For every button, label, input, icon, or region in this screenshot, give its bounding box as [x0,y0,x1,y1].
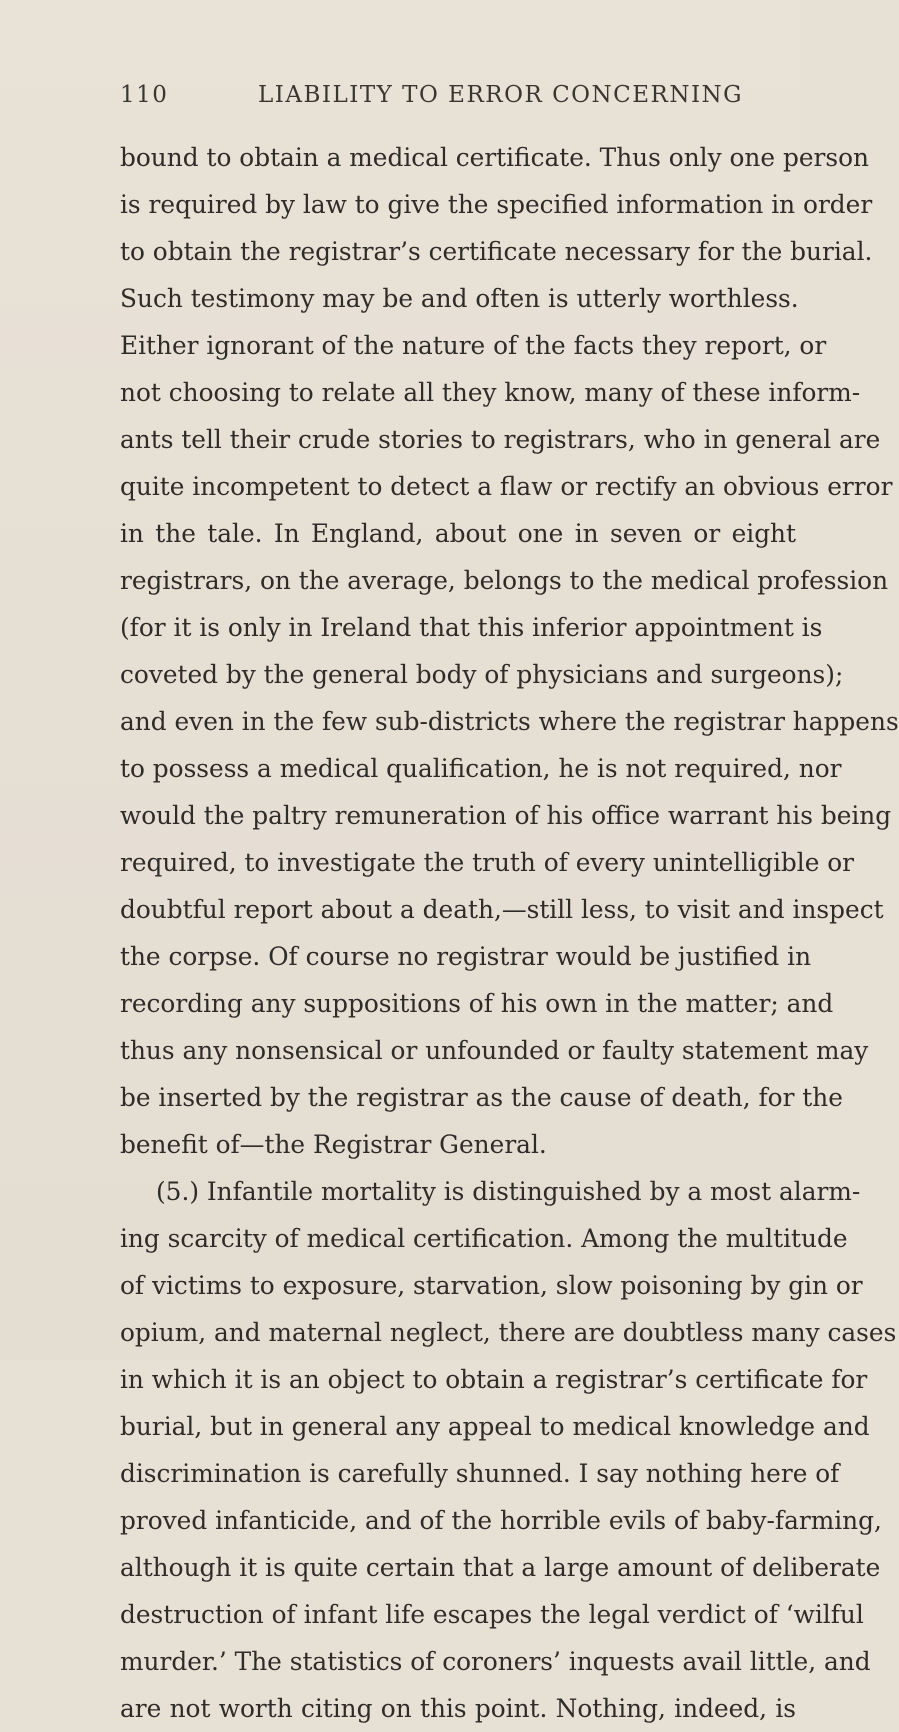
text-line: of victims to exposure, starvation, slow poisoning by gin or [120,1271,863,1300]
running-head: LIABILITY TO ERROR CONCERNING [258,82,744,108]
text-line: (for it is only in Ireland that this inferior appointment is [120,613,823,642]
text-line: registrars, on the average, belongs to the medical profession [120,566,889,595]
text-line: in the tale. In England, about one in seven or eight [120,519,796,548]
text-line: thus any nonsensical or unfounded or faulty statement may [120,1036,869,1065]
text-line: required, to investigate the truth of every unintelligible or [120,848,855,877]
text-line: discrimination is carefully shunned. I say nothing here of [120,1459,840,1488]
body-text [120,134,899,1732]
text-line: recording any suppositions of his own in the matter; and [120,989,834,1018]
text-line: to obtain the registrar’s certificate necessary for the burial. [120,237,873,266]
text-line: benefit of—the Registrar General. [120,1130,547,1159]
text-line: is required by law to give the specified information in order [120,190,873,219]
text-line: doubtful report about a death,—still less, to visit and inspect [120,895,884,924]
text-line: be inserted by the registrar as the cause of death, for the [120,1083,843,1112]
text-line: coveted by the general body of physicians and surgeons); [120,660,844,689]
text-line: opium, and maternal neglect, there are doubtless many cases [120,1318,897,1347]
text-line: (5.) Infantile mortality is distinguished by a most alarm- [156,1177,861,1206]
text-line: would the paltry remuneration of his office warrant his being [120,801,892,830]
text-line: quite incompetent to detect a flaw or rectify an obvious error [120,472,893,501]
text-line: proved infanticide, and of the horrible evils of baby-farming, [120,1506,882,1535]
text-line: bound to obtain a medical certificate. Thus only one person [120,143,869,172]
text-line: and even in the few sub-districts where the registrar happens [120,707,899,736]
text-line: the corpse. Of course no registrar would be justified in [120,942,812,971]
text-line: destruction of infant life escapes the legal verdict of ‘wilful [120,1600,864,1629]
text-line: ants tell their crude stories to registrars, who in general are [120,425,881,454]
text-line: Either ignorant of the nature of the facts they report, or [120,331,827,360]
text-line: although it is quite certain that a large amount of deliberate [120,1553,881,1582]
page-header [120,82,800,122]
text-line: not choosing to relate all they know, many of these inform- [120,378,861,407]
text-line: to possess a medical qualification, he is not required, nor [120,754,842,783]
text-line: burial, but in general any appeal to medical knowledge and [120,1412,870,1441]
text-line: ing scarcity of medical certification. Among the multitude [120,1224,848,1253]
page-number: 110 [120,82,169,108]
text-line: murder.’ The statistics of coroners’ inquests avail little, and [120,1647,871,1676]
text-line: Such testimony may be and often is utterly worthless. [120,284,799,313]
text-line: are not worth citing on this point. Nothing, indeed, is [120,1694,796,1723]
text-line: in which it is an object to obtain a registrar’s certificate for [120,1365,868,1394]
